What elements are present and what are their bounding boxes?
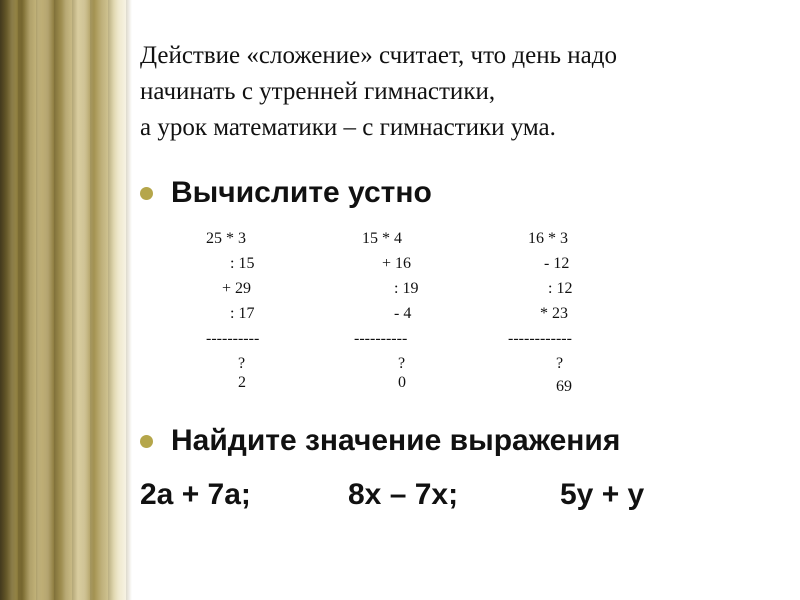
exercise-line: : 19 [354, 280, 419, 297]
exercise-line: - 12 [508, 255, 570, 272]
expression-1: 2a + 7a; [140, 478, 251, 511]
bullet-label: Найдите значение выражения [171, 424, 621, 457]
expression-3: 5y + y [560, 478, 645, 511]
exercise-line: : 17 [206, 305, 255, 322]
exercise-column-1 [206, 226, 259, 395]
exercise-question: ? [508, 355, 564, 372]
exercise-line: 25 * 3 [206, 230, 246, 247]
exercise-question: ? [354, 355, 406, 372]
bullet-dot-icon [140, 187, 153, 200]
bullet-compute-orally [140, 176, 432, 210]
exercise-divider: ---------- [354, 330, 408, 347]
exercise-divider: ---------- [206, 330, 260, 347]
exercise-divider: ------------ [508, 330, 572, 347]
exercise-column-3 [508, 226, 572, 399]
exercise-line: 16 * 3 [508, 230, 568, 247]
expression-2: 8x – 7x; [348, 478, 459, 511]
exercise-line: : 12 [508, 280, 573, 297]
intro-text [140, 38, 780, 146]
exercise-line: : 15 [206, 255, 255, 272]
exercise-answer: 0 [354, 374, 406, 391]
exercise-column-2 [354, 226, 418, 395]
bullet-label: Вычислите устно [171, 176, 432, 209]
intro-line-2: начинать с утренней гимнастики, [140, 78, 496, 105]
exercise-answer: 69 [508, 378, 572, 395]
exercise-line: * 23 [508, 305, 568, 322]
exercise-line: - 4 [354, 305, 412, 322]
intro-line-1: Действие «сложение» считает, что день надо [140, 42, 617, 69]
exercise-question: ? [206, 355, 246, 372]
exercise-line: + 29 [206, 280, 252, 297]
exercise-answer: 2 [206, 374, 246, 391]
curtain-decoration [0, 0, 132, 600]
exercise-line: + 16 [354, 255, 412, 272]
exercise-line: 15 * 4 [354, 230, 402, 247]
bullet-dot-icon [140, 435, 153, 448]
bullet-find-expression-value [140, 424, 620, 458]
intro-line-3: а урок математики – с гимнастики ума. [140, 114, 556, 141]
